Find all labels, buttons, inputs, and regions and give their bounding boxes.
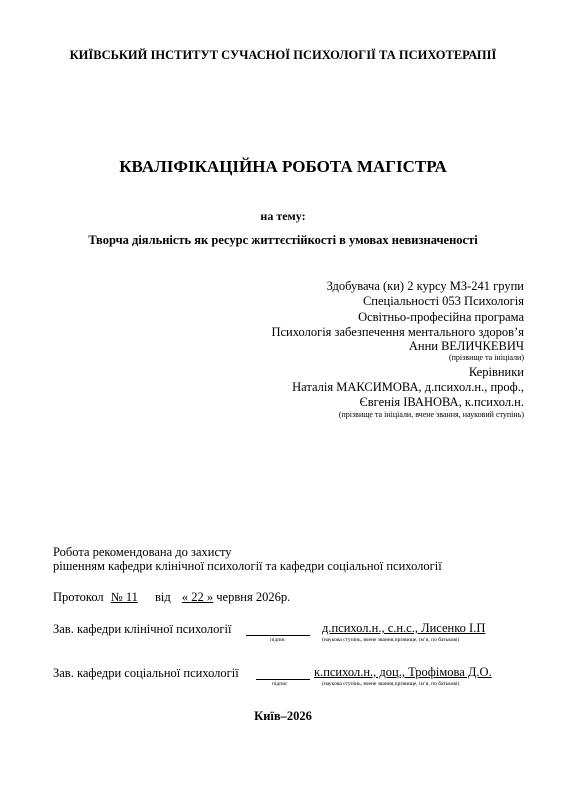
thesis-title: КВАЛІФІКАЦІЙНА РОБОТА МАГІСТРА (119, 157, 447, 176)
topic-label: на тему: (260, 209, 306, 223)
signature-sign-caption-clinical: підпис (270, 637, 286, 643)
signature-value-clinical: д.психол.н., с.н.с., Лисенко І.П (322, 621, 486, 635)
signature-line-social (256, 666, 310, 680)
student-name: Анни ВЕЛИЧКЕВИЧ (408, 339, 524, 353)
student-specialty-line: Спеціальності 053 Психологія (362, 294, 524, 308)
protocol-from: від (155, 590, 171, 604)
signature-label-clinical: Зав. кафедри клінічної психології (53, 622, 232, 636)
student-program-name: Психологія забезпечення ментального здоров’я (271, 325, 524, 339)
student-program-line: Освітньо-професійна програма (358, 310, 524, 324)
supervisors-caption: (прізвище та ініціали, вчене звання, науковий ступінь) (338, 410, 524, 419)
student-course-line: Здобувача (ки) 2 курсу МЗ-241 групи (326, 279, 524, 293)
city-year: Київ–2026 (254, 709, 312, 723)
signature-line-clinical (246, 622, 310, 636)
signature-detail-caption-social: (наукова ступінь, вчене звання,прізвище, ім’я, по батькові) (322, 681, 460, 687)
signature-label-social: Зав. кафедри соціальної психології (53, 666, 239, 680)
protocol-month-year: червня 2026р. (216, 590, 291, 604)
supervisors-label: Керівники (468, 365, 524, 379)
thesis-topic: Творча діяльність як ресурс життєстійкості в умовах невизначеності (88, 233, 478, 247)
signature-detail-caption-clinical: (наукова ступінь, вчене звання,прізвище, ім’я, по батькові) (322, 637, 460, 643)
recommendation-line-2: рішенням кафедри клінічної психології та кафедри соціальної психології (53, 559, 442, 573)
recommendation-line-1: Робота рекомендована до захисту (53, 545, 232, 559)
protocol-number: № 11 (110, 590, 138, 604)
student-name-caption: (прізвище та ініціали) (448, 353, 524, 362)
signature-sign-caption-social: підпис (272, 681, 288, 687)
signature-value-social: к.психол.н., доц., Трофімова Д.О. (314, 665, 492, 679)
protocol-label: Протокол (53, 590, 104, 604)
supervisor-line-1: Наталія МАКСИМОВА, д.психол.н., проф., (292, 380, 524, 394)
protocol-line (53, 590, 290, 605)
supervisor-line-2: Євгенія ІВАНОВА, к.психол.н. (359, 395, 524, 409)
protocol-day: « 22 » (181, 590, 214, 604)
institute-name: КИЇВСЬКИЙ ІНСТИТУТ СУЧАСНОЇ ПСИХОЛОГІЇ ТА ПСИХОТЕРАПІЇ (69, 48, 497, 62)
